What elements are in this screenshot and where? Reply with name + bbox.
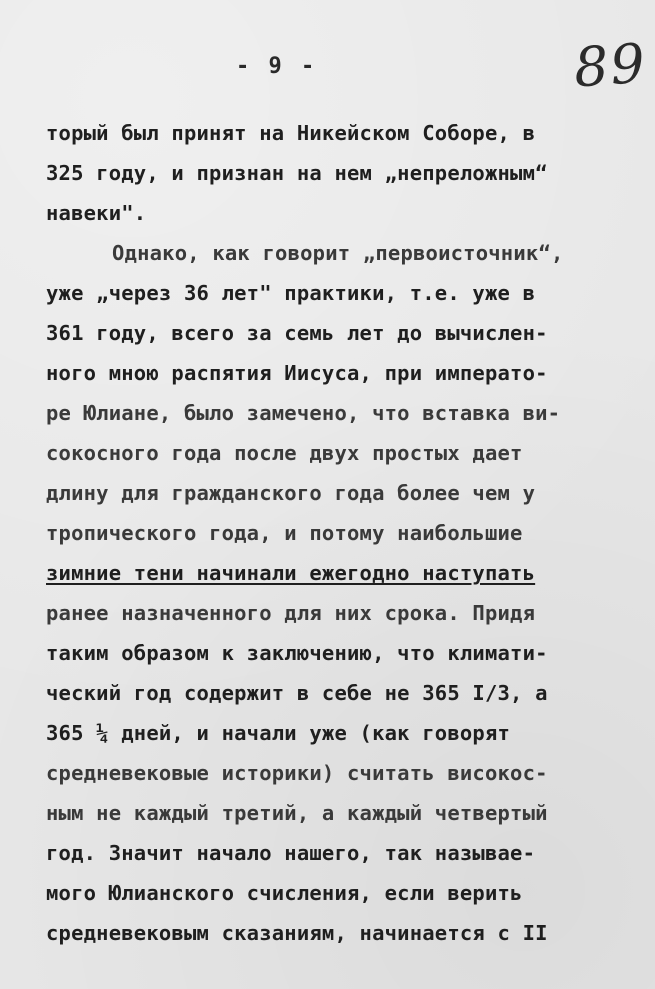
text-line: таким образом к заключению, что климати- xyxy=(46,641,548,665)
text-line: ного мною распятия Иисуса, при императо- xyxy=(46,361,548,385)
body-text xyxy=(46,113,606,953)
text-line: ранее назначенного для них срока. Придя xyxy=(46,601,536,625)
text-line: тропического года, и потому наибольшие xyxy=(46,521,523,545)
text-line: мого Юлианского счисления, если верить xyxy=(46,881,523,905)
text-line: средневековым сказаниям, начинается с II xyxy=(46,921,548,945)
text-line: ным не каждый третий, а каждый четвертый xyxy=(46,801,548,825)
text-line: уже „через 36 лет" практики, т.е. уже в xyxy=(46,281,536,305)
text-line: ческий год содержит в себе не 365 I/3, а xyxy=(46,681,548,705)
text-line: Однако, как говорит „первоисточник“, xyxy=(112,241,564,265)
text-line: год. Значит начало нашего, так называе- xyxy=(46,841,536,865)
text-line: зимние тени начинали ежегодно наступать xyxy=(46,561,536,585)
text-line: 361 году, всего за семь лет до вычислен- xyxy=(46,321,548,345)
text-line: средневековые историки) считать високос- xyxy=(46,761,548,785)
page-number: - 9 - xyxy=(236,54,318,79)
handwritten-archive-number: 89 xyxy=(571,31,649,100)
text-line: сокосного года после двух простых дает xyxy=(46,441,523,465)
text-line: навеки". xyxy=(46,201,147,225)
text-line: 325 году, и признан на нем „непреложным“ xyxy=(46,161,548,185)
text-line: ре Юлиане, было замечено, что вставка ви- xyxy=(46,401,561,425)
text-line: торый был принят на Никейском Соборе, в xyxy=(46,121,536,145)
text-line: длину для гражданского года более чем у xyxy=(46,481,536,505)
text-line: 365 ¼ дней, и начали уже (как говорят xyxy=(46,721,511,745)
